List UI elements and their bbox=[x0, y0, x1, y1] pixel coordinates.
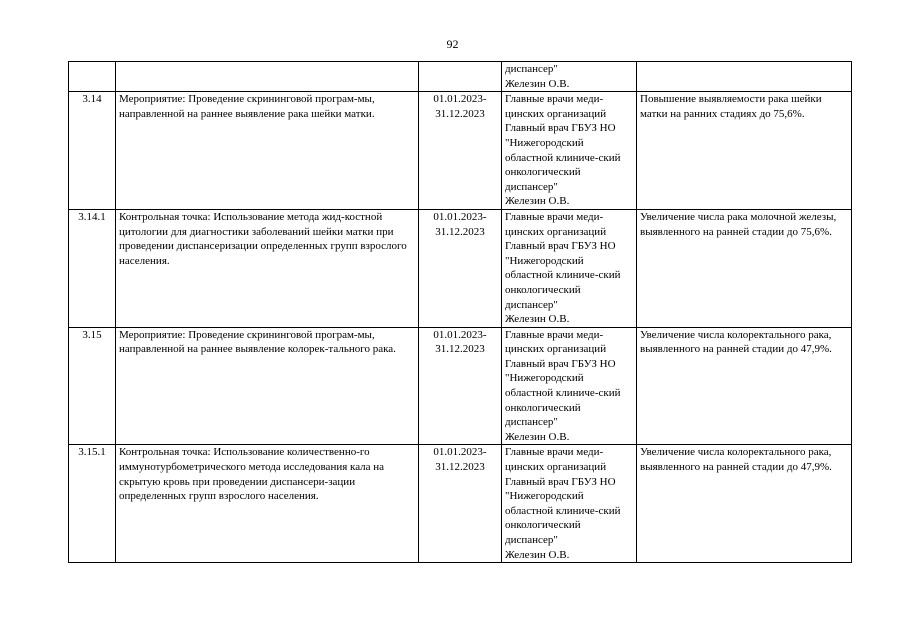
plan-table bbox=[68, 61, 852, 563]
cell-event bbox=[116, 62, 419, 92]
cell-responsible: диспансер" Железин О.В. bbox=[502, 62, 637, 92]
cell-number: 3.15.1 bbox=[69, 445, 116, 563]
cell-event: Мероприятие: Проведение скрининговой програм-мы, направленной на раннее выявление колорек-тального рака. bbox=[116, 327, 419, 445]
cell-event: Контрольная точка: Использование метода жид-костной цитологии для диагностики заболеваний шейки матки при проведении диспансеризации определенных групп взрослого населения. bbox=[116, 209, 419, 327]
cell-result: Увеличение числа колоректального рака, выявленного на ранней стадии до 47,9%. bbox=[637, 327, 852, 445]
page-number: 92 bbox=[446, 37, 459, 51]
table-row bbox=[69, 209, 852, 327]
cell-responsible: Главные врачи меди-цинских организаций Главный врач ГБУЗ НО "Нижегородский областной клиниче-ский онкологический диспансер" Железин О.В. bbox=[502, 445, 637, 563]
table-row-continuation bbox=[69, 62, 852, 92]
cell-result: Увеличение числа рака молочной железы, выявленного на ранней стадии до 75,6%. bbox=[637, 209, 852, 327]
cell-responsible: Главные врачи меди-цинских организаций Главный врач ГБУЗ НО "Нижегородский областной клиниче-ский онкологический диспансер" Железин О.В. bbox=[502, 92, 637, 210]
cell-result: Увеличение числа колоректального рака, выявленного на ранней стадии до 47,9%. bbox=[637, 445, 852, 563]
cell-dates: 01.01.2023-31.12.2023 bbox=[419, 92, 502, 210]
cell-dates: 01.01.2023-31.12.2023 bbox=[419, 327, 502, 445]
cell-result bbox=[637, 62, 852, 92]
cell-result: Повышение выявляемости рака шейки матки на ранних стадиях до 75,6%. bbox=[637, 92, 852, 210]
cell-dates: 01.01.2023-31.12.2023 bbox=[419, 209, 502, 327]
cell-dates: 01.01.2023-31.12.2023 bbox=[419, 445, 502, 563]
cell-event: Контрольная точка: Использование количественно-го иммунотурбометрического метода исследования кала на скрытую кровь при проведении диспансери-зации определенных групп взрослого населения. bbox=[116, 445, 419, 563]
table-row bbox=[69, 327, 852, 445]
cell-number: 3.14 bbox=[69, 92, 116, 210]
cell-number bbox=[69, 62, 116, 92]
cell-number: 3.14.1 bbox=[69, 209, 116, 327]
table-row bbox=[69, 445, 852, 563]
table-row bbox=[69, 92, 852, 210]
cell-number: 3.15 bbox=[69, 327, 116, 445]
cell-responsible: Главные врачи меди-цинских организаций Главный врач ГБУЗ НО "Нижегородский областной клиниче-ский онкологический диспансер" Железин О.В. bbox=[502, 209, 637, 327]
cell-dates bbox=[419, 62, 502, 92]
cell-responsible: Главные врачи меди-цинских организаций Главный врач ГБУЗ НО "Нижегородский областной клиниче-ский онкологический диспансер" Железин О.В. bbox=[502, 327, 637, 445]
cell-event: Мероприятие: Проведение скрининговой програм-мы, направленной на раннее выявление рака шейки матки. bbox=[116, 92, 419, 210]
